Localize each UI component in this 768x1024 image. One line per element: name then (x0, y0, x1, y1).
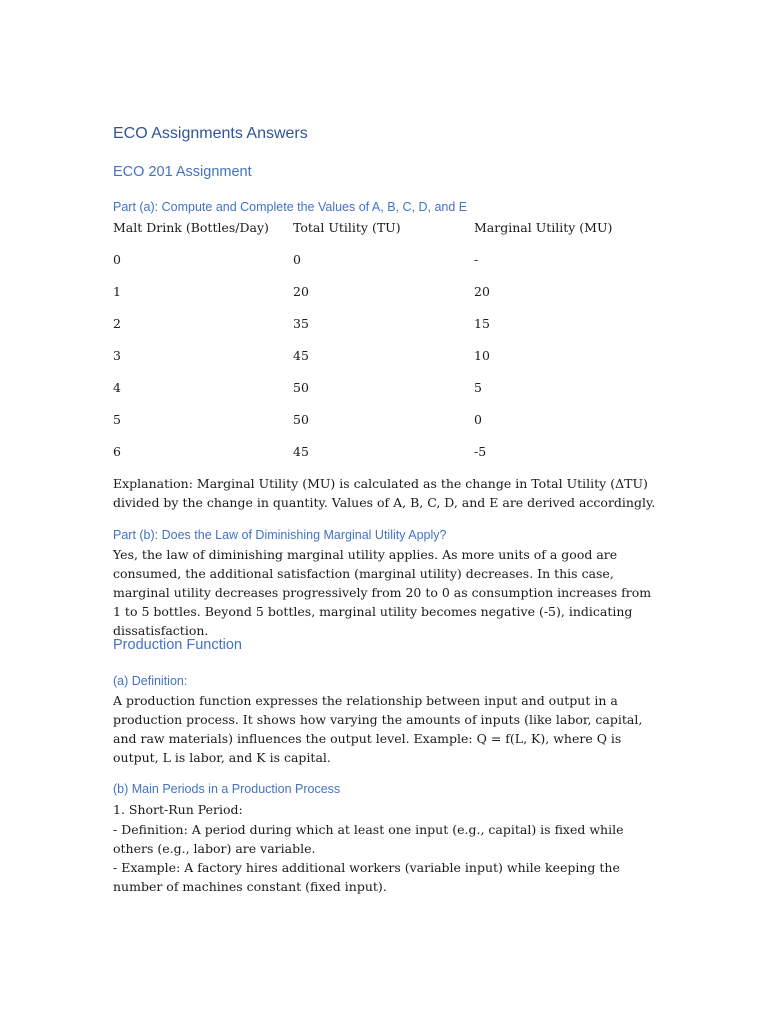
document-title: ECO Assignments Answers (113, 125, 308, 142)
table-cell: 0 (293, 252, 301, 267)
table-cell: -5 (474, 444, 487, 459)
table-cell: 50 (293, 412, 309, 427)
table-cell: 15 (474, 316, 490, 331)
table-cell: 0 (474, 412, 482, 427)
part-b-heading: Part (b): Does the Law of Diminishing Marginal Utility Apply? (113, 528, 447, 542)
table-row (113, 314, 658, 333)
table-cell: 20 (293, 284, 309, 299)
table-header-row (113, 218, 658, 237)
table-cell: 45 (293, 444, 309, 459)
table-cell: 1 (113, 284, 121, 299)
table-cell: 10 (474, 348, 490, 363)
table-cell: 35 (293, 316, 309, 331)
column-header: Malt Drink (Bottles/Day) (113, 220, 269, 235)
table-cell: 5 (113, 412, 121, 427)
table-cell: 4 (113, 380, 121, 395)
table-row (113, 346, 658, 365)
table-cell: 5 (474, 380, 482, 395)
periods-heading: (b) Main Periods in a Production Process (113, 782, 341, 796)
short-run-definition: - Definition: A period during which at least one input (e.g., capital) is fixed while others (e.g., labor) are variable. (113, 822, 624, 856)
definition-paragraph: A production function expresses the relationship between input and output in a production process. It shows how varying the amounts of inputs (like labor, capital, and raw materials) influences the output level. Example: Q = f(L, K), where Q is output, L is labor, and K is capital. (113, 693, 643, 765)
table-row (113, 442, 658, 461)
explanation-paragraph: Explanation: Marginal Utility (MU) is calculated as the change in Total Utility (ΔTU) divided by the change in quantity. Values of A, B, C, D, and E are derived accordingly. (113, 476, 656, 510)
short-run-example: - Example: A factory hires additional workers (variable input) while keeping the number of machines constant (fixed input). (113, 860, 620, 894)
table-cell: - (474, 252, 479, 267)
short-run-title: 1. Short-Run Period: (113, 802, 243, 817)
table-row (113, 378, 658, 397)
table-row (113, 410, 658, 429)
column-header: Marginal Utility (MU) (474, 220, 613, 235)
table-cell: 0 (113, 252, 121, 267)
production-function-heading: Production Function (113, 637, 242, 653)
part-a-heading: Part (a): Compute and Complete the Values of A, B, C, D, and E (113, 200, 468, 214)
table-cell: 20 (474, 284, 490, 299)
assignment-heading: ECO 201 Assignment (113, 164, 252, 180)
table-row (113, 282, 658, 301)
part-b-paragraph: Yes, the law of diminishing marginal utility applies. As more units of a good are consumed, the additional satisfaction (marginal utility) decreases. In this case, marginal utility decreases progressively from 20 to 0 as consumption increases from 1 to 5 bottles. Beyond 5 bottles, marginal utility becomes negative (-5), indicating dissatisfaction. (113, 547, 652, 638)
table-cell: 6 (113, 444, 121, 459)
table-cell: 2 (113, 316, 121, 331)
definition-heading: (a) Definition: (113, 674, 188, 688)
table-cell: 45 (293, 348, 309, 363)
column-header: Total Utility (TU) (293, 220, 401, 235)
table-row (113, 250, 658, 269)
table-cell: 50 (293, 380, 309, 395)
table-cell: 3 (113, 348, 121, 363)
